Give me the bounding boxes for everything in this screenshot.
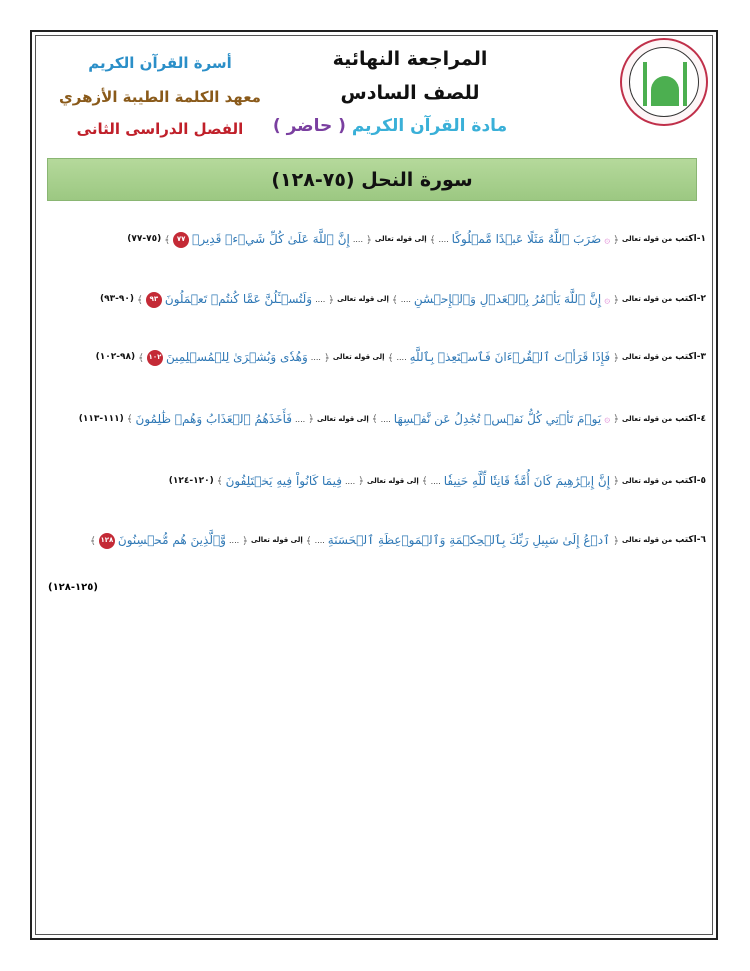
hizb-star-icon: ۞ [604, 234, 611, 246]
institute-logo [620, 38, 708, 126]
bracket-open: ﴿ [366, 234, 372, 246]
ayah-start: يَوۡمَ تَأۡتِي كُلُّ نَفۡسٖ تُجَٰدِلُ عَن نَّفۡسِهَا [393, 412, 602, 426]
verse-number-badge: ١٠٢ [147, 350, 163, 366]
ayah-end: إِنَّ ٱللَّهَ عَلَىٰ كُلِّ شَيۡءٖ قَدِيرٞ [192, 232, 350, 247]
bracket-open: ﴿ [613, 414, 619, 426]
ayah-end: فِيمَا كَانُواْ فِيهِ يَخۡتَلِفُونَ [225, 474, 342, 488]
from-label: من قوله تعالى [621, 295, 673, 304]
to-label: إلى قوله تعالى [332, 353, 385, 362]
verse-range: (٧٥-٧٧) [127, 234, 162, 245]
ellipsis: .... [352, 234, 364, 244]
ellipsis: .... [228, 535, 240, 545]
ayah-start: ضَرَبَ ٱللَّهُ مَثَلًا عَبۡدًا مَّمۡلُوكًا [451, 232, 602, 247]
bracket-close: ﴾ [216, 476, 223, 488]
surah-banner: سورة النحل (٧٥-١٢٨) [47, 158, 697, 201]
page-title: المراجعة النهائية [332, 48, 488, 70]
to-label: إلى قوله تعالى [337, 295, 389, 304]
bracket-close: ﴾ [164, 234, 171, 246]
bracket-open: ﴿ [242, 535, 249, 547]
verse-range: (٩٨-١٠٢) [95, 352, 136, 363]
mosque-icon [651, 76, 679, 106]
bracket-open: ﴿ [613, 476, 619, 488]
from-label: من قوله تعالى [621, 536, 673, 545]
ellipsis: .... [380, 414, 391, 424]
verse-number-badge: ٩٣ [146, 292, 162, 308]
to-label: إلى قوله تعالى [317, 415, 369, 424]
bracket-close: ﴾ [371, 414, 378, 426]
bracket-close: ﴾ [305, 535, 312, 547]
question-row [46, 412, 706, 428]
ayah-start: ٱدۡعُ إِلَىٰ سَبِيلِ رَبِّكَ بِٱلۡحِكۡمَةِ وَٱلۡمَوۡعِظَةِ ٱلۡحَسَنَةِ [327, 533, 611, 548]
ayah-start: فَإِذَا قَرَأۡتَ ٱلۡقُرۡءَانَ فَٱسۡتَعِذۡ بِٱللَّهِ [409, 350, 611, 365]
ayah-end: وَهُدٗى وَبُشۡرَىٰ لِلۡمُسۡلِمِينَ [165, 350, 308, 365]
ellipsis: .... [294, 414, 306, 424]
bracket-close: ﴾ [137, 294, 143, 306]
verse-range: (١١١-١١٣) [78, 413, 124, 424]
ayah-start: إِنَّ إِبۡرَٰهِيمَ كَانَ أُمَّةٗ قَانِتٗا لِّلَّهِ حَنِيفٗا [443, 474, 611, 488]
term-label: الفصل الدراسى الثانى [76, 120, 244, 138]
question-row [46, 292, 706, 308]
ellipsis: .... [396, 352, 407, 362]
to-label: إلى قوله تعالى [251, 536, 303, 545]
grade-label: للصف السادس [340, 82, 480, 104]
ellipsis: .... [310, 352, 321, 362]
bracket-close: ﴾ [138, 352, 144, 364]
question-number: ١-اكتب [675, 234, 706, 245]
bracket-open: ﴿ [358, 476, 364, 488]
bracket-open: ﴿ [613, 535, 619, 547]
question-row [46, 232, 706, 248]
bracket-close: ﴾ [429, 234, 436, 246]
question-number: ٢-اكتب [675, 294, 706, 305]
ellipsis: .... [400, 294, 411, 304]
to-label: إلى قوله تعالى [366, 477, 419, 486]
ayah-start: إِنَّ ٱللَّهَ يَأۡمُرُ بِٱلۡعَدۡلِ وَٱلۡإِحۡسَٰنِ [413, 292, 602, 307]
hizb-star-icon: ۞ [604, 414, 611, 426]
subject-tag: ( حاضر ) [272, 116, 346, 136]
family-label: أسرة القرآن الكريم [88, 54, 232, 72]
verse-number-badge: ٧٧ [173, 232, 189, 248]
ellipsis: .... [315, 294, 326, 304]
bracket-open: ﴿ [613, 294, 619, 306]
bracket-close: ﴾ [421, 476, 428, 488]
ellipsis: .... [438, 234, 449, 244]
institute-label: معهد الكلمة الطيبة الأزهري [59, 88, 261, 106]
subject-name: مادة القرآن الكريم [351, 116, 508, 136]
bracket-close: ﴾ [126, 414, 133, 426]
bracket-open: ﴿ [328, 294, 335, 306]
bracket-open: ﴿ [613, 352, 619, 364]
from-label: من قوله تعالى [621, 353, 673, 362]
bracket-open: ﴿ [308, 414, 315, 426]
ellipsis: .... [344, 476, 356, 486]
bracket-open: ﴿ [613, 234, 619, 246]
from-label: من قوله تعالى [621, 415, 673, 424]
verse-range: (٩٠-٩٣) [100, 294, 135, 305]
question-number: ٤-اكتب [675, 413, 706, 424]
bracket-close: ﴾ [391, 294, 398, 306]
question-row [46, 533, 706, 549]
to-label: إلى قوله تعالى [374, 235, 427, 244]
bracket-open: ﴿ [323, 352, 330, 364]
question-row [46, 350, 706, 366]
ellipsis: .... [314, 535, 325, 545]
hizb-star-icon: ۞ [604, 294, 611, 306]
from-label: من قوله تعالى [621, 477, 673, 486]
verse-number-badge: ١٢٨ [99, 533, 115, 549]
ayah-end: وَّٱلَّذِينَ هُم مُّحۡسِنُونَ [117, 533, 226, 548]
question-row [46, 474, 706, 490]
ayah-end: فَأَخَذَهُمُ ٱلۡعَذَابُ وَهُمۡ ظَٰلِمُونَ [135, 412, 292, 426]
question-number: ٥-اكتب [675, 475, 706, 486]
question-number: ٣-اكتب [675, 352, 706, 363]
bracket-close: ﴾ [90, 535, 96, 547]
subject-label [240, 116, 540, 136]
tail-range: (١٢٥-١٢٨) [48, 582, 98, 593]
verse-range: (١٢٠-١٢٤) [168, 475, 214, 486]
ayah-end: وَلَتُسۡـَٔلُنَّ عَمَّا كُنتُمۡ تَعۡمَلُونَ [164, 292, 313, 307]
from-label: من قوله تعالى [621, 235, 673, 244]
bracket-close: ﴾ [387, 352, 394, 364]
question-number: ٦-اكتب [675, 535, 706, 546]
ellipsis: .... [430, 476, 441, 486]
